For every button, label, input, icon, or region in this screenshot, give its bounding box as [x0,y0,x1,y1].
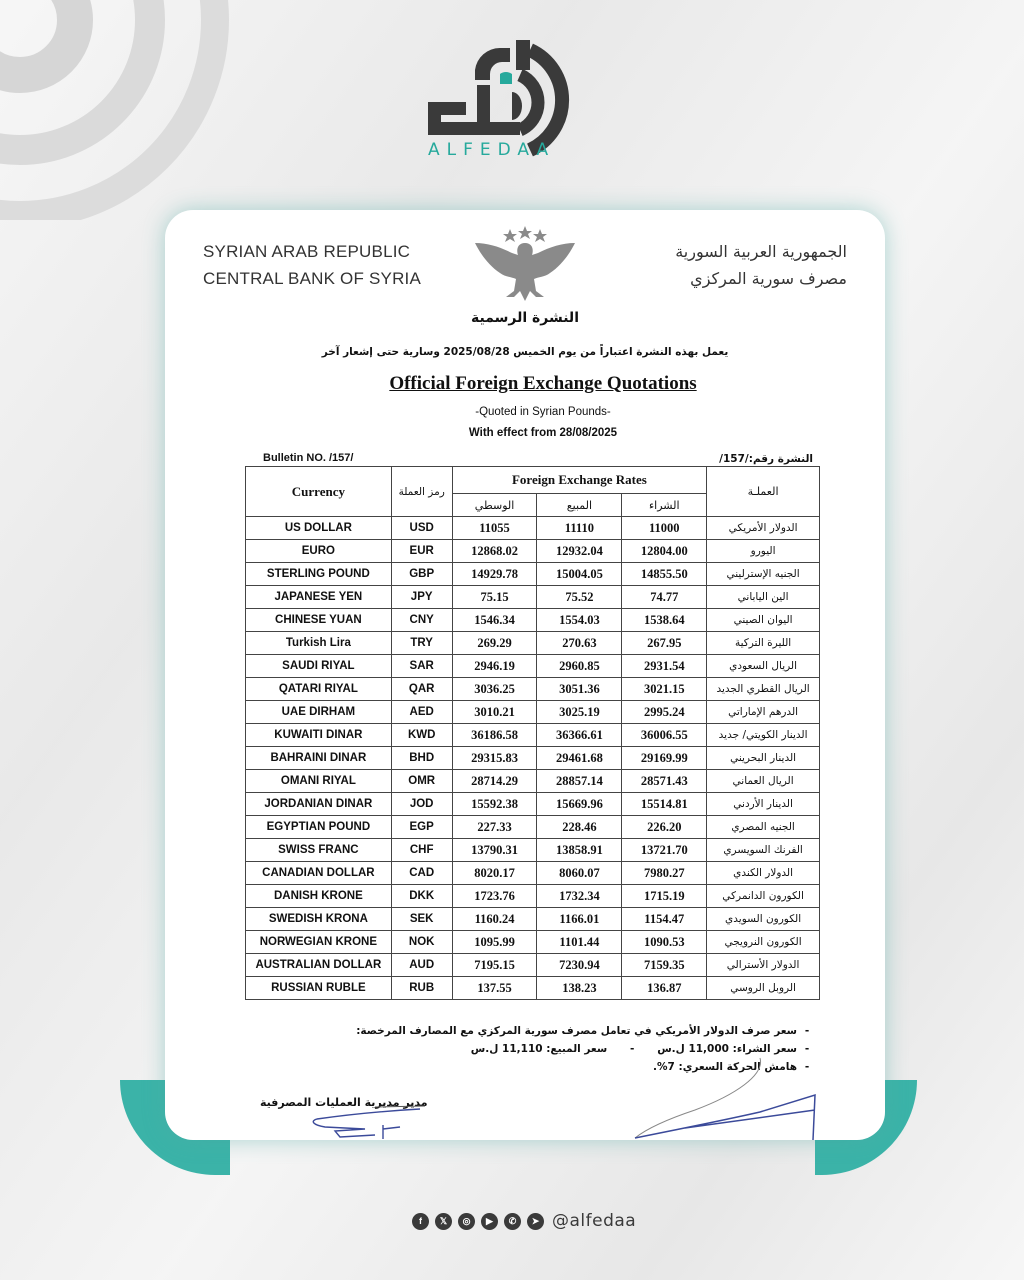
currency-code: EUR [391,540,452,563]
header-buy: الشراء [622,494,707,517]
table-row [246,793,820,816]
sell-rate: 3051.36 [537,678,622,701]
currency-name: JAPANESE YEN [246,586,392,609]
header-bank-ar: مصرف سورية المركزي [690,269,847,288]
currency-name-arabic: الريال السعودي [707,655,820,678]
brand-name: ALFEDAA [428,140,556,160]
mid-rate: 1546.34 [452,609,537,632]
sell-rate: 7230.94 [537,954,622,977]
mid-rate: 3036.25 [452,678,537,701]
currency-name-arabic: اليورو [707,540,820,563]
page-title: Official Foreign Exchange Quotations [389,373,697,394]
buy-rate: 15514.81 [622,793,707,816]
currency-name-arabic: الدينار البحريني [707,747,820,770]
sell-rate: 15669.96 [537,793,622,816]
currency-name-arabic: الدينار الكويتي/ جديد [707,724,820,747]
currency-name-arabic: الكورون الدانمركي [707,885,820,908]
buy-rate: 1715.19 [622,885,707,908]
currency-code: SEK [391,908,452,931]
sell-rate: 1101.44 [537,931,622,954]
currency-code: DKK [391,885,452,908]
mid-rate: 7195.15 [452,954,537,977]
buy-rate: 29169.99 [622,747,707,770]
signature-left [305,1105,425,1140]
header-currency-arabic: العملـة [707,467,820,517]
mid-rate: 1095.99 [452,931,537,954]
note-buy-rate: سعر الشراء: 11,000 ل.س [657,1043,797,1055]
exchange-rates-table [245,466,820,1000]
currency-name: BAHRAINI DINAR [246,747,392,770]
currency-name-arabic: الريال العماني [707,770,820,793]
buy-rate: 14855.50 [622,563,707,586]
mid-rate: 15592.38 [452,793,537,816]
currency-code: AED [391,701,452,724]
currency-name: DANISH KRONE [246,885,392,908]
sell-rate: 36366.61 [537,724,622,747]
header-country-ar: الجمهورية العربية السورية [675,242,847,261]
facebook-icon[interactable]: f [412,1213,429,1230]
currency-code: CAD [391,862,452,885]
note-sell-rate: سعر المبيع: 11,110 ل.س [470,1043,608,1055]
currency-name-arabic: الكورون النرويجي [707,931,820,954]
sell-rate: 270.63 [537,632,622,655]
currency-name-arabic: الجنيه المصري [707,816,820,839]
buy-rate: 1538.64 [622,609,707,632]
youtube-icon[interactable]: ▶ [481,1213,498,1230]
table-row [246,678,820,701]
currency-name: Turkish Lira [246,632,392,655]
sell-rate: 138.23 [537,977,622,1000]
currency-name: CANADIAN DOLLAR [246,862,392,885]
mid-rate: 29315.83 [452,747,537,770]
table-row [246,632,820,655]
sell-rate: 13858.91 [537,839,622,862]
social-footer [412,1210,636,1232]
currency-code: NOK [391,931,452,954]
currency-name: SWEDISH KRONA [246,908,392,931]
currency-name: CHINESE YUAN [246,609,392,632]
currency-code: JOD [391,793,452,816]
header-currency: Currency [246,467,392,517]
sell-rate: 28857.14 [537,770,622,793]
currency-code: GBP [391,563,452,586]
title-arabic: النشرة الرسمية [471,310,579,326]
effective-date-arabic: يعمل بهذه النشرة اعتباراً من يوم الخميس 2025/08/28 وسارية حتى إشعار آخر [321,346,729,358]
buy-rate: 136.87 [622,977,707,1000]
sell-rate: 29461.68 [537,747,622,770]
table-row [246,609,820,632]
table-row [246,655,820,678]
mid-rate: 36186.58 [452,724,537,747]
currency-name-arabic: الدرهم الإماراتي [707,701,820,724]
currency-code: OMR [391,770,452,793]
buy-rate: 1090.53 [622,931,707,954]
currency-name: UAE DIRHAM [246,701,392,724]
eagle-emblem-icon [470,225,580,305]
buy-rate: 267.95 [622,632,707,655]
currency-name: OMANI RIYAL [246,770,392,793]
buy-rate: 7159.35 [622,954,707,977]
sell-rate: 75.52 [537,586,622,609]
mid-rate: 3010.21 [452,701,537,724]
subtitle: -Quoted in Syrian Pounds- [475,406,611,418]
sell-rate: 15004.05 [537,563,622,586]
mid-rate: 75.15 [452,586,537,609]
mid-rate: 11055 [452,517,537,540]
table-row [246,839,820,862]
currency-code: USD [391,517,452,540]
signature-label: مدير مديرية العمليات المصرفية [260,1096,428,1109]
sell-rate: 2960.85 [537,655,622,678]
currency-name: EURO [246,540,392,563]
header-bank: CENTRAL BANK OF SYRIA [203,269,422,288]
buy-rate: 74.77 [622,586,707,609]
header-mid: الوسطي [452,494,537,517]
table-row [246,517,820,540]
currency-name-arabic: الكورون السويدي [707,908,820,931]
table-row [246,701,820,724]
header-rates: Foreign Exchange Rates [452,467,707,494]
table-row [246,885,820,908]
currency-name-arabic: الريال القطري الجديد [707,678,820,701]
currency-name: NORWEGIAN KRONE [246,931,392,954]
table-row [246,931,820,954]
currency-code: TRY [391,632,452,655]
buy-rate: 36006.55 [622,724,707,747]
currency-code: CNY [391,609,452,632]
bulletin-number: Bulletin NO. /157/ [263,452,354,464]
buy-rate: 11000 [622,517,707,540]
mid-rate: 12868.02 [452,540,537,563]
currency-code: RUB [391,977,452,1000]
mid-rate: 137.55 [452,977,537,1000]
currency-name: KUWAITI DINAR [246,724,392,747]
table-row [246,724,820,747]
table-row [246,816,820,839]
currency-code: EGP [391,816,452,839]
note-margin: هامش الحركة السعري: 7%. [653,1061,797,1073]
sell-rate: 228.46 [537,816,622,839]
buy-rate: 2995.24 [622,701,707,724]
currency-name-arabic: الدولار الأمريكي [707,517,820,540]
mid-rate: 28714.29 [452,770,537,793]
buy-rate: 13721.70 [622,839,707,862]
sell-rate: 1554.03 [537,609,622,632]
currency-code: AUD [391,954,452,977]
currency-code: SAR [391,655,452,678]
currency-name-arabic: الدولار الكندي [707,862,820,885]
bulletin-number-arabic: النشرة رقم:/157/ [719,453,813,465]
table-row [246,563,820,586]
mid-rate: 13790.31 [452,839,537,862]
table-row [246,954,820,977]
mid-rate: 227.33 [452,816,537,839]
table-row [246,540,820,563]
currency-name-arabic: الجنيه الإسترليني [707,563,820,586]
currency-name-arabic: الين الياباني [707,586,820,609]
currency-code: KWD [391,724,452,747]
currency-name: EGYPTIAN POUND [246,816,392,839]
signature-right [625,1050,825,1145]
mid-rate: 269.29 [452,632,537,655]
table-row [246,747,820,770]
mid-rate: 2946.19 [452,655,537,678]
currency-name-arabic: الدولار الأسترالي [707,954,820,977]
currency-name: RUSSIAN RUBLE [246,977,392,1000]
sell-rate: 12932.04 [537,540,622,563]
background-rings-decoration [0,0,240,220]
currency-name: AUSTRALIAN DOLLAR [246,954,392,977]
currency-name: JORDANIAN DINAR [246,793,392,816]
currency-name: SAUDI RIYAL [246,655,392,678]
currency-name-arabic: الفرنك السويسري [707,839,820,862]
sell-rate: 8060.07 [537,862,622,885]
effective-date: With effect from 28/08/2025 [468,427,618,439]
sell-rate: 1166.01 [537,908,622,931]
buy-rate: 7980.27 [622,862,707,885]
currency-name: QATARI RIYAL [246,678,392,701]
buy-rate: 12804.00 [622,540,707,563]
currency-code: QAR [391,678,452,701]
currency-code: JPY [391,586,452,609]
mid-rate: 8020.17 [452,862,537,885]
table-row [246,908,820,931]
currency-name: STERLING POUND [246,563,392,586]
buy-rate: 28571.43 [622,770,707,793]
currency-name-arabic: الدينار الأردني [707,793,820,816]
x-icon[interactable]: 𝕏 [435,1213,452,1230]
header-arabic [675,238,847,292]
currency-name: US DOLLAR [246,517,392,540]
usd-notes: -سعر صرف الدولار الأمريكي في تعامل مصرف سورية المركزي مع المصارف المرخصة: -سعر الشراء: 11,000 ل.س-سعر المبيع: 11,110 ل.س -هامش الحركة السعري: 7%. [356,1025,810,1073]
buy-rate: 2931.54 [622,655,707,678]
sell-rate: 11110 [537,517,622,540]
mid-rate: 1160.24 [452,908,537,931]
header-english [203,238,421,292]
sell-rate: 1732.34 [537,885,622,908]
currency-name-arabic: الليرة التركية [707,632,820,655]
table-row [246,977,820,1000]
mid-rate: 14929.78 [452,563,537,586]
telegram-icon[interactable]: ➤ [527,1213,544,1230]
currency-code: CHF [391,839,452,862]
table-row [246,586,820,609]
note-usd-rate: سعر صرف الدولار الأمريكي في تعامل مصرف سورية المركزي مع المصارف المرخصة: [356,1025,797,1037]
buy-rate: 226.20 [622,816,707,839]
sell-rate: 3025.19 [537,701,622,724]
header-country: SYRIAN ARAB REPUBLIC [203,242,411,261]
currency-name: SWISS FRANC [246,839,392,862]
buy-rate: 1154.47 [622,908,707,931]
header-code: رمز العملة [391,467,452,517]
mid-rate: 1723.76 [452,885,537,908]
social-handle[interactable]: @alfedaa [552,1211,637,1231]
whatsapp-icon[interactable]: ✆ [504,1213,521,1230]
currency-name-arabic: اليوان الصيني [707,609,820,632]
currency-code: BHD [391,747,452,770]
bulletin-document [165,210,885,1140]
table-row [246,770,820,793]
header-sell: المبيع [537,494,622,517]
buy-rate: 3021.15 [622,678,707,701]
instagram-icon[interactable]: ◎ [458,1213,475,1230]
table-row [246,862,820,885]
currency-name-arabic: الروبل الروسي [707,977,820,1000]
